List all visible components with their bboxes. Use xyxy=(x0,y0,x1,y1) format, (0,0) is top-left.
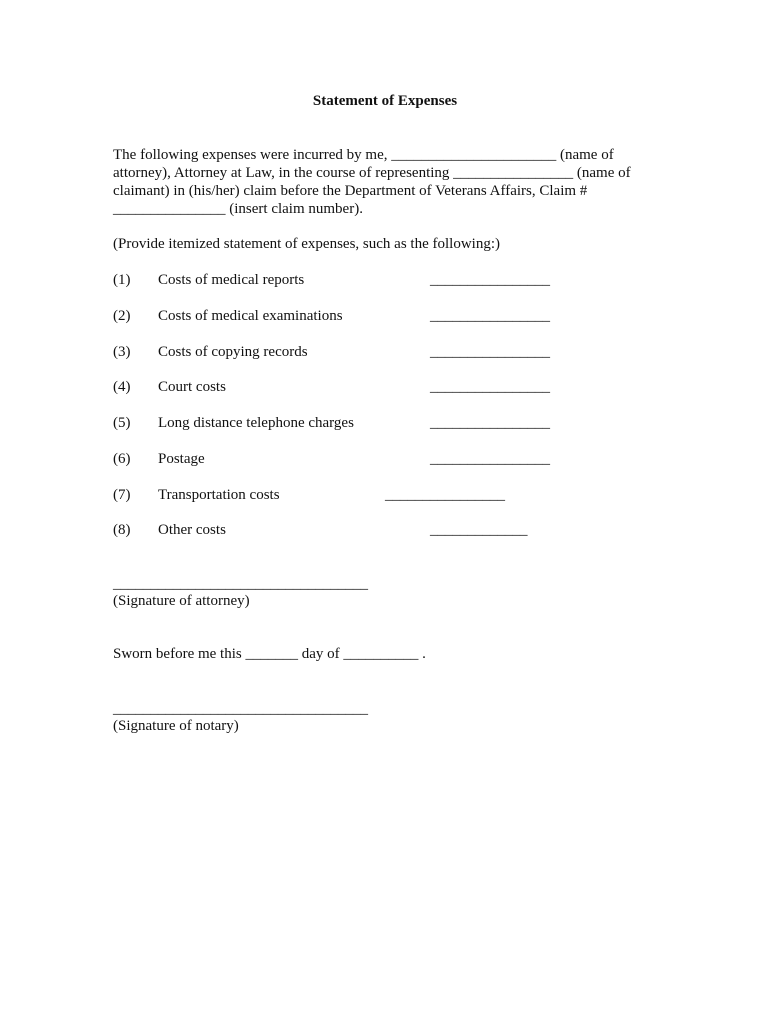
item-label: Other costs xyxy=(158,522,226,538)
item-blank: ________________ xyxy=(430,379,550,395)
item-label: Costs of copying records xyxy=(158,344,308,360)
item-number: (7) xyxy=(113,487,131,503)
item-blank: ________________ xyxy=(430,415,550,431)
item-label: Transportation costs xyxy=(158,487,280,503)
item-label: Costs of medical reports xyxy=(158,272,305,288)
item-label: Long distance telephone charges xyxy=(158,415,354,431)
item-number: (3) xyxy=(113,344,131,360)
notary-signature-label: (Signature of notary) xyxy=(113,718,239,734)
item-number: (4) xyxy=(113,379,131,395)
item-number: (5) xyxy=(113,415,131,431)
attorney-signature-line: __________________________________ xyxy=(113,576,368,592)
item-label: Court costs xyxy=(158,379,226,395)
intro-text: The following expenses were incurred by me, ______________________ (name of attorney), Attorney at Law, in the course of representing ________________ (name of claimant) in (his/her) claim before the Department of Veterans Affairs, Claim # _______________ (insert claim number). xyxy=(113,147,631,217)
item-blank: ________________ xyxy=(430,272,550,288)
intro-paragraph xyxy=(113,146,643,218)
document-title: Statement of Expenses xyxy=(312,93,458,109)
notary-signature-line: __________________________________ xyxy=(113,701,368,717)
item-number: (2) xyxy=(113,308,131,324)
provide-note: (Provide itemized statement of expenses, such as the following:) xyxy=(113,236,500,252)
item-blank: _____________ xyxy=(430,522,528,538)
item-label: Postage xyxy=(158,451,205,467)
item-label: Costs of medical examinations xyxy=(158,308,343,324)
item-blank: ________________ xyxy=(430,451,550,467)
attorney-signature-label: (Signature of attorney) xyxy=(113,593,250,609)
item-blank: ________________ xyxy=(430,308,550,324)
item-blank: ________________ xyxy=(430,344,550,360)
item-number: (8) xyxy=(113,522,131,538)
item-number: (6) xyxy=(113,451,131,467)
item-blank: ________________ xyxy=(385,487,505,503)
item-number: (1) xyxy=(113,272,131,288)
sworn-statement: Sworn before me this _______ day of __________ . xyxy=(113,646,426,662)
